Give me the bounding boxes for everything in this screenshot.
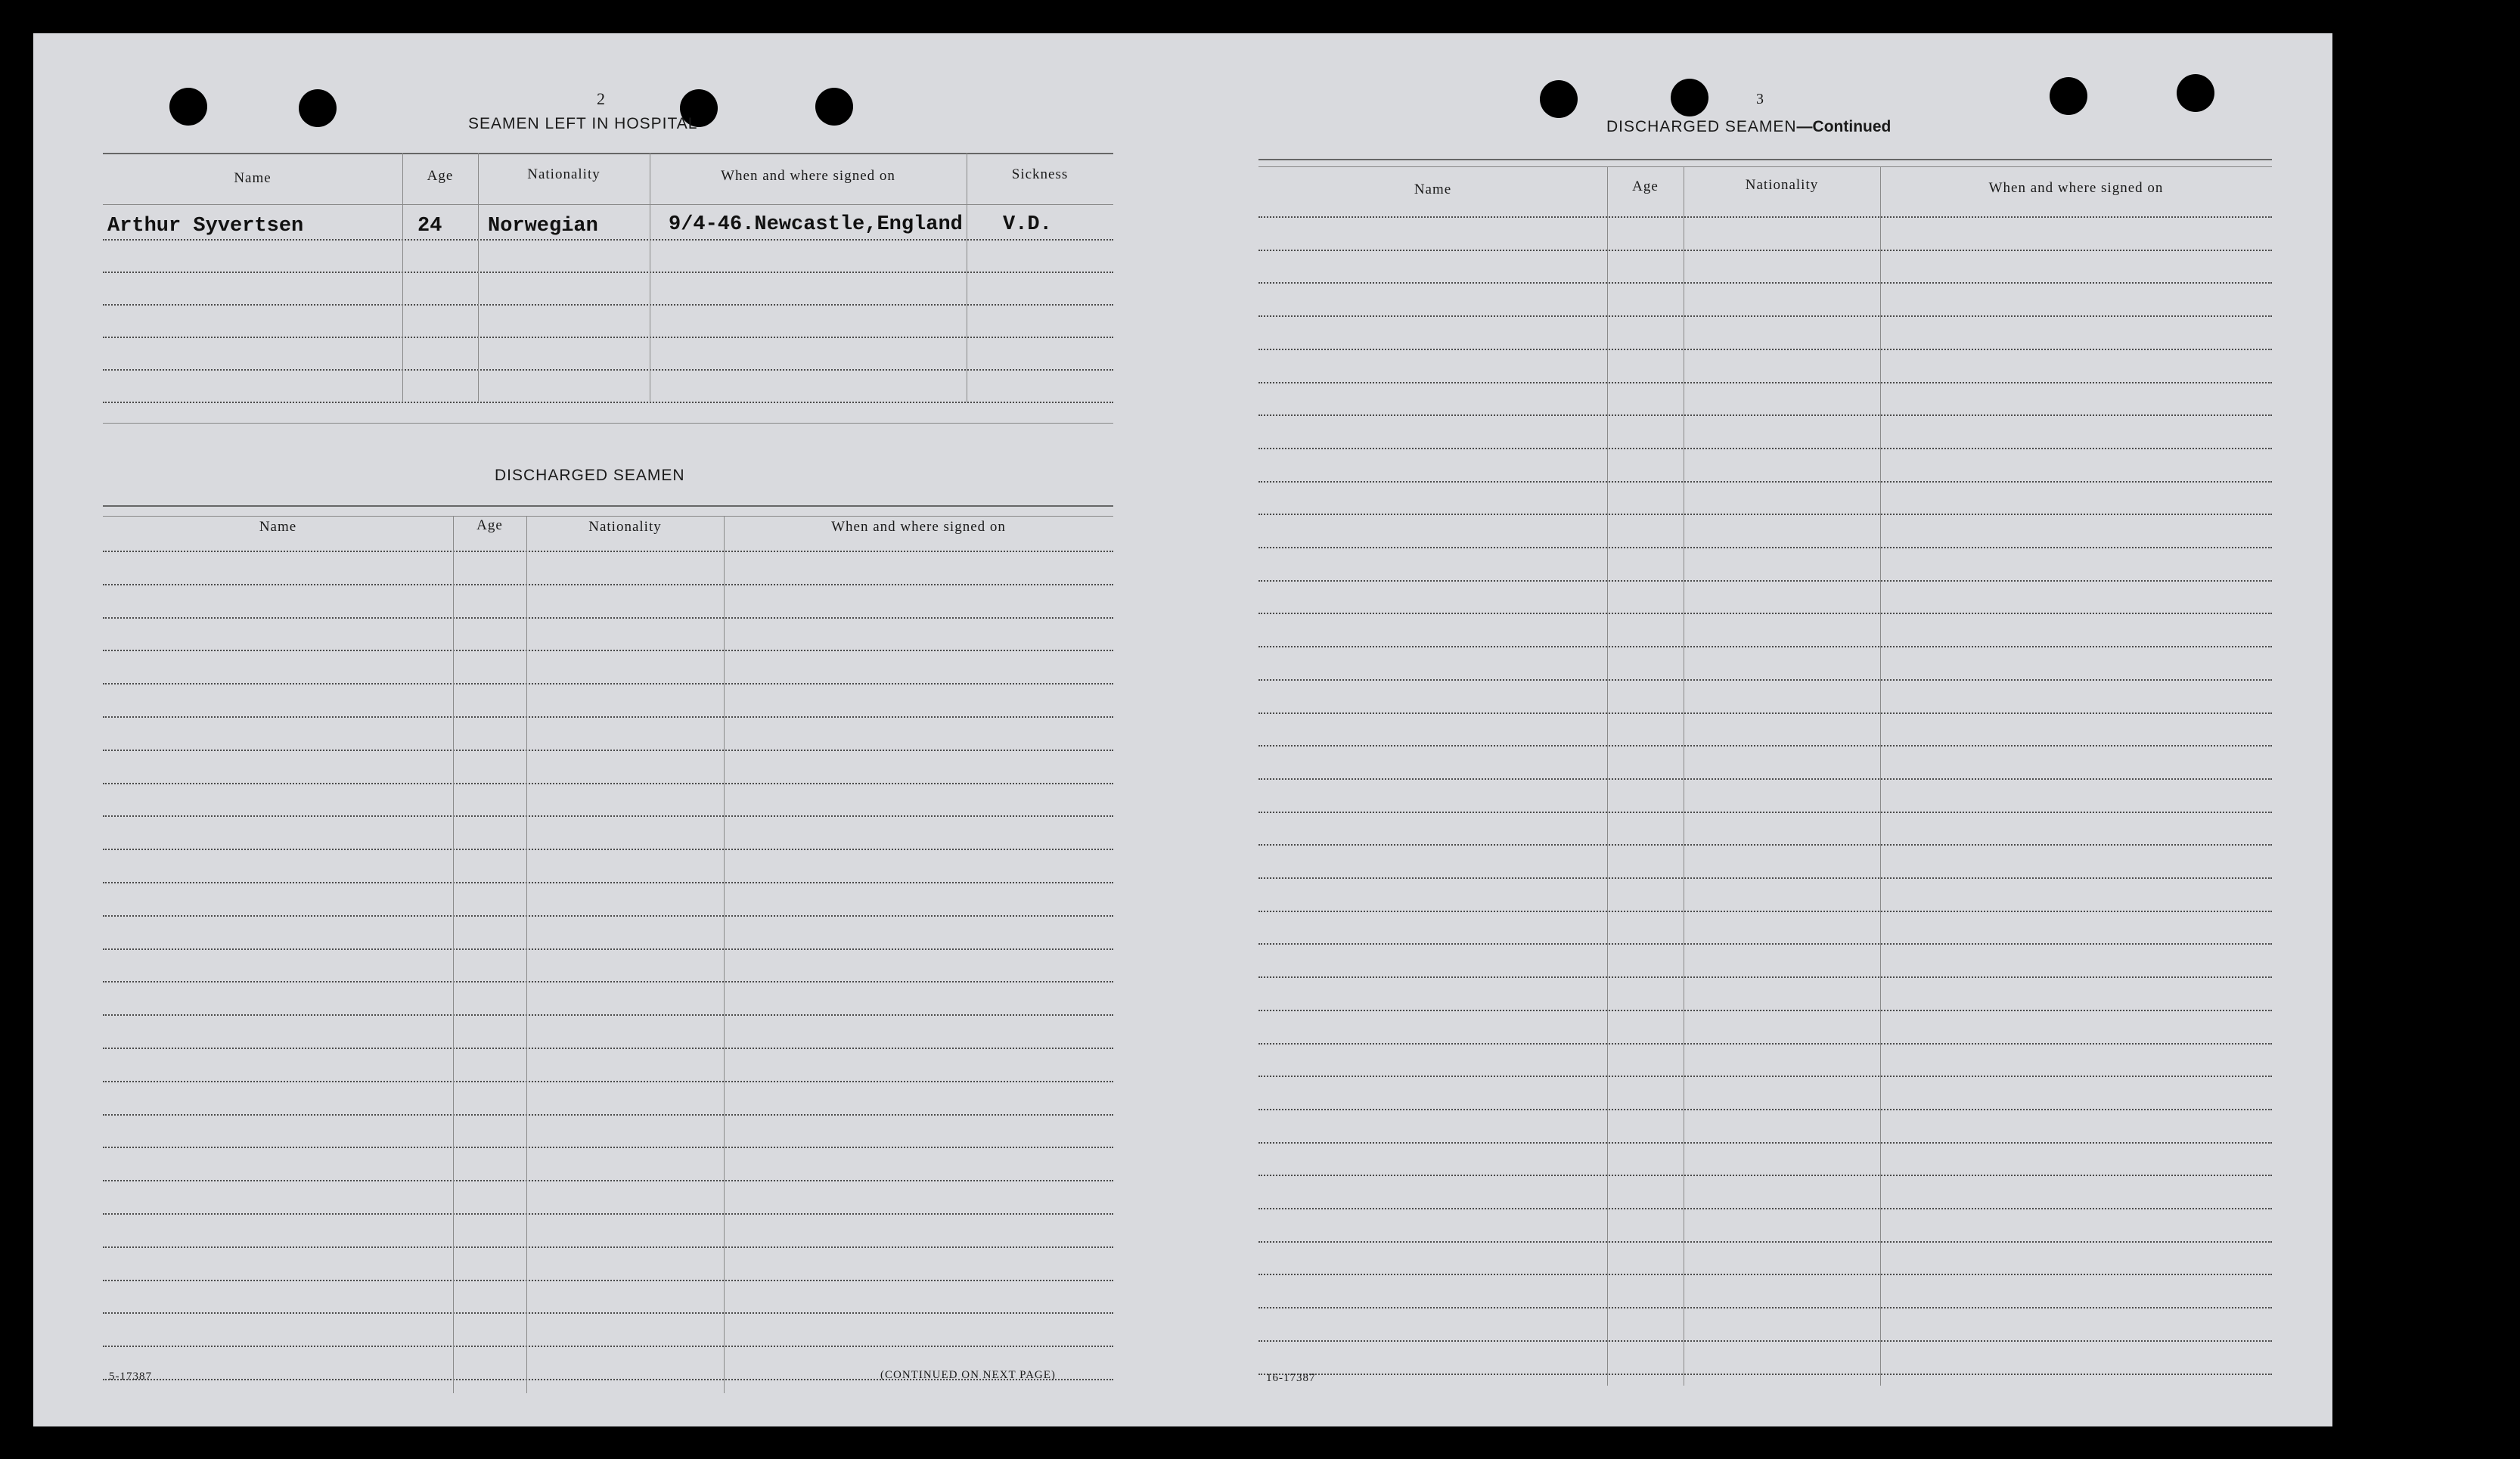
ruled-line bbox=[103, 882, 1113, 883]
ruled-line bbox=[103, 1280, 1113, 1281]
ruled-line bbox=[103, 1147, 1113, 1148]
ruled-line bbox=[1258, 580, 2272, 582]
ruled-line bbox=[1258, 1109, 2272, 1110]
ruled-line bbox=[1258, 679, 2272, 681]
ruled-line bbox=[1258, 216, 2272, 218]
ruled-line bbox=[103, 1114, 1113, 1116]
ruled-line bbox=[103, 1346, 1113, 1347]
ruled-line bbox=[1258, 943, 2272, 945]
ruled-line bbox=[1258, 844, 2272, 846]
punch-hole-icon bbox=[2177, 74, 2214, 112]
ruled-line bbox=[103, 815, 1113, 817]
ruled-line bbox=[1258, 481, 2272, 483]
form-number: 5-17387 bbox=[109, 1371, 152, 1383]
ruled-line bbox=[103, 650, 1113, 651]
ruled-line bbox=[1258, 1241, 2272, 1243]
form-number: 16-17387 bbox=[1266, 1372, 1316, 1384]
page-number: 3 bbox=[1756, 91, 1764, 107]
ruled-line bbox=[1258, 282, 2272, 284]
ruled-line bbox=[103, 1312, 1113, 1314]
ruled-line bbox=[1258, 250, 2272, 251]
ruled-line bbox=[1258, 382, 2272, 383]
punch-hole-icon bbox=[815, 88, 853, 126]
hospital-section-title: SEAMEN LEFT IN HOSPITAL bbox=[468, 115, 698, 132]
col-header-age: Age bbox=[427, 168, 454, 184]
col-header-signed-on: When and where signed on bbox=[1988, 180, 2164, 196]
ruled-line bbox=[1258, 1307, 2272, 1308]
page-title-main: DISCHARGED SEAMEN bbox=[1606, 118, 1797, 135]
col-header-nationality: Nationality bbox=[588, 519, 662, 535]
ruled-line bbox=[103, 1246, 1113, 1248]
ruled-line bbox=[1258, 976, 2272, 978]
ruled-line bbox=[1258, 745, 2272, 747]
ruled-line bbox=[103, 1213, 1113, 1215]
col-header-nationality: Nationality bbox=[527, 166, 601, 182]
ruled-line bbox=[103, 1081, 1113, 1082]
page-number: 2 bbox=[597, 89, 605, 108]
ruled-line bbox=[1258, 1340, 2272, 1342]
punch-hole-icon bbox=[299, 89, 337, 127]
ruled-line bbox=[1258, 1010, 2272, 1011]
page-title-suffix: —Continued bbox=[1796, 118, 1892, 135]
ruled-line bbox=[1258, 1142, 2272, 1144]
col-header-name: Name bbox=[259, 519, 297, 535]
page-title bbox=[1606, 118, 1891, 136]
seaman-nationality: Norwegian bbox=[488, 215, 598, 237]
ruled-line bbox=[103, 915, 1113, 917]
punch-hole-icon bbox=[169, 88, 207, 126]
ruled-line bbox=[103, 849, 1113, 850]
ruled-line bbox=[1258, 349, 2272, 350]
punch-hole-icon bbox=[1671, 79, 1708, 116]
ruled-line bbox=[103, 683, 1113, 684]
ruled-line bbox=[1258, 646, 2272, 647]
ruled-line bbox=[103, 783, 1113, 784]
ruled-line bbox=[1258, 911, 2272, 912]
ruled-line bbox=[1258, 812, 2272, 813]
col-header-nationality: Nationality bbox=[1745, 177, 1819, 193]
ruled-line bbox=[1258, 315, 2272, 317]
ruled-line bbox=[1258, 1076, 2272, 1077]
ruled-line bbox=[1258, 1043, 2272, 1045]
col-header-signed-on: When and where signed on bbox=[831, 519, 1006, 535]
ruled-line bbox=[1258, 1274, 2272, 1275]
ruled-line bbox=[103, 551, 1113, 552]
col-header-sickness: Sickness bbox=[1011, 166, 1069, 182]
punch-hole-icon bbox=[2050, 77, 2087, 115]
ruled-line bbox=[1258, 712, 2272, 714]
ruled-line bbox=[1258, 1175, 2272, 1176]
seaman-signed-on: 9/4-46.Newcastle,England bbox=[669, 213, 963, 236]
col-header-signed-on: When and where signed on bbox=[721, 168, 895, 184]
ruled-line bbox=[103, 981, 1113, 982]
left-page bbox=[33, 33, 1183, 1426]
ruled-line bbox=[1258, 778, 2272, 780]
punch-hole-icon bbox=[1540, 80, 1578, 118]
ruled-line bbox=[103, 750, 1113, 751]
ruled-line bbox=[103, 716, 1113, 718]
ruled-line bbox=[1258, 448, 2272, 449]
ruled-line bbox=[1258, 1208, 2272, 1209]
discharged-section-title: DISCHARGED SEAMEN bbox=[495, 467, 685, 484]
ruled-line bbox=[103, 1048, 1113, 1049]
seaman-age: 24 bbox=[417, 215, 442, 237]
col-header-name: Name bbox=[234, 170, 272, 186]
ruled-line bbox=[1258, 414, 2272, 416]
ruled-line bbox=[103, 584, 1113, 585]
continued-note: (CONTINUED ON NEXT PAGE) bbox=[880, 1369, 1056, 1381]
right-page bbox=[1183, 33, 2332, 1426]
ruled-line bbox=[1258, 1374, 2272, 1375]
seaman-sickness: V.D. bbox=[1003, 213, 1052, 236]
ruled-line bbox=[103, 1014, 1113, 1016]
col-header-name: Name bbox=[1414, 182, 1452, 197]
ruled-line bbox=[1258, 514, 2272, 515]
col-header-age: Age bbox=[1632, 178, 1659, 194]
ruled-line bbox=[103, 1180, 1113, 1181]
col-header-age: Age bbox=[476, 517, 503, 533]
ruled-line bbox=[1258, 613, 2272, 614]
ruled-line bbox=[1258, 547, 2272, 548]
ruled-line bbox=[1258, 877, 2272, 879]
ruled-line bbox=[103, 617, 1113, 619]
ruled-line bbox=[103, 948, 1113, 950]
seaman-name: Arthur Syvertsen bbox=[107, 215, 304, 237]
